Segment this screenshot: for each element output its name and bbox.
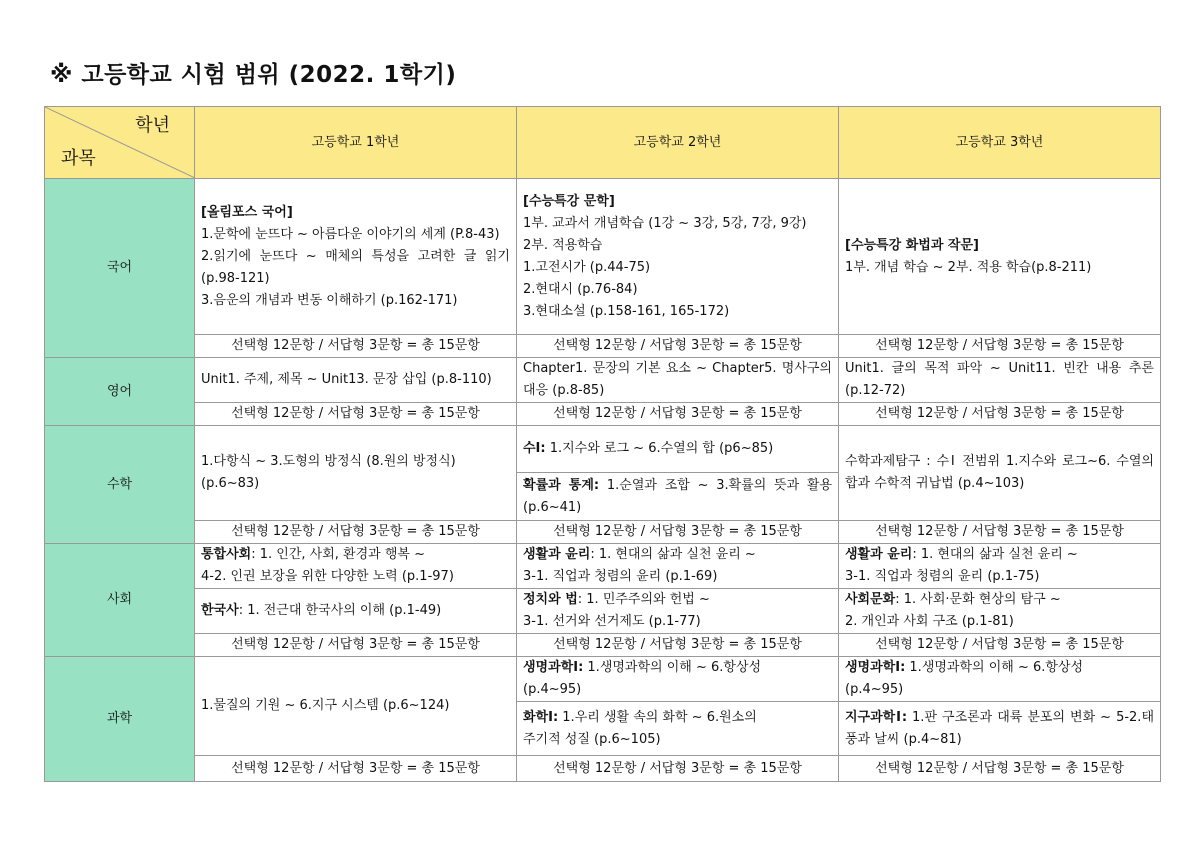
- social-summary-row: [45, 634, 1161, 657]
- korean-g2-summary: 선택형 12문항 / 서답형 3문항 = 총 15문항: [517, 335, 839, 358]
- grade2-header: 고등학교 2학년: [517, 107, 839, 179]
- grade-axis-label: 학년: [135, 115, 170, 136]
- social-content-row-a: [45, 544, 1161, 589]
- subject-axis-label: 과목: [61, 148, 96, 169]
- english-g3-summary: 선택형 12문항 / 서답형 3문항 = 총 15문항: [839, 403, 1161, 426]
- korean-grade1-cell: [195, 179, 517, 335]
- korean-g3-textbook: [수능특강 화법과 작문]: [845, 237, 979, 253]
- science-g1-summary: 선택형 12문항 / 서답형 3문항 = 총 15문항: [195, 756, 517, 782]
- social-g2-summary: 선택형 12문항 / 서답형 3문항 = 총 15문항: [517, 634, 839, 657]
- exam-range-table: [44, 106, 1161, 782]
- english-g2-summary: 선택형 12문항 / 서답형 3문항 = 총 15문항: [517, 403, 839, 426]
- math-g2-summary: 선택형 12문항 / 서답형 3문항 = 총 15문항: [517, 521, 839, 544]
- korean-g2-textbook: [수능특강 문학]: [523, 193, 615, 209]
- korean-g1-summary: 선택형 12문항 / 서답형 3문항 = 총 15문항: [195, 335, 517, 358]
- math-g1-summary: 선택형 12문항 / 서답형 3문항 = 총 15문항: [195, 521, 517, 544]
- corner-header: [45, 107, 195, 179]
- social-grade1-cell-b: 한국사: 1. 전근대 한국사의 이해 (p.1-49): [195, 589, 517, 634]
- math-grade3-cell: 수학과제탐구 : 수Ⅰ 전범위 1.지수와 로그~6. 수열의 합과 수학적 귀납법 (p.4~103): [839, 426, 1161, 521]
- science-summary-row: [45, 756, 1161, 782]
- social-grade3-cell-a: 생활과 윤리: 1. 현대의 삶과 실천 윤리 ~ 3-1. 직업과 청렴의 윤리 (p.1-75): [839, 544, 1161, 589]
- math-g3-summary: 선택형 12문항 / 서답형 3문항 = 총 15문항: [839, 521, 1161, 544]
- math-grade2-cell-b: 확률과 통계: 1.순열과 조합 ~ 3.확률의 뜻과 활용 (p.6~41): [517, 473, 839, 521]
- korean-g1-item2: 2.읽기에 눈뜨다 ~ 매체의 특성을 고려한 글 읽기 (p.98-121): [201, 248, 510, 286]
- math-summary-row: [45, 521, 1161, 544]
- korean-grade3-cell: [839, 179, 1161, 335]
- english-grade1-cell: Unit1. 주제, 제목 ~ Unit13. 문장 삽입 (p.8-110): [195, 358, 517, 403]
- grade3-header: 고등학교 3학년: [839, 107, 1161, 179]
- korean-g2-item5: 3.현대소설 (p.158-161, 165-172): [523, 303, 730, 319]
- math-grade1-cell: 1.다항식 ~ 3.도형의 방정식 (8.원의 방정식) (p.6~83): [195, 426, 517, 521]
- social-g1-summary: 선택형 12문항 / 서답형 3문항 = 총 15문항: [195, 634, 517, 657]
- korean-g2-item4: 2.현대시 (p.76-84): [523, 281, 638, 297]
- social-grade2-cell-a: 생활과 윤리: 1. 현대의 삶과 실천 윤리 ~ 3-1. 직업과 청렴의 윤리 (p.1-69): [517, 544, 839, 589]
- page-title: ※ 고등학교 시험 범위 (2022. 1학기): [50, 62, 457, 88]
- social-content-row-b: [45, 589, 1161, 634]
- korean-grade2-cell: [517, 179, 839, 335]
- subject-english: 영어: [45, 358, 195, 426]
- science-g3-summary: 선택형 12문항 / 서답형 3문항 = 총 15문항: [839, 756, 1161, 782]
- social-grade3-cell-b: 사회문화: 1. 사회·문화 현상의 탐구 ~ 2. 개인과 사회 구조 (p.1-81): [839, 589, 1161, 634]
- english-grade3-cell: Unit1. 글의 목적 파악 ~ Unit11. 빈칸 내용 추론 (p.12-72): [839, 358, 1161, 403]
- science-g2-summary: 선택형 12문항 / 서답형 3문항 = 총 15문항: [517, 756, 839, 782]
- subject-social: 사회: [45, 544, 195, 657]
- english-grade2-cell: Chapter1. 문장의 기본 요소 ~ Chapter5. 명사구의 대응 (p.8-85): [517, 358, 839, 403]
- social-grade1-cell-a: 통합사회: 1. 인간, 사회, 환경과 행복 ~ 4-2. 인권 보장을 위한 다양한 노력 (p.1-97): [195, 544, 517, 589]
- english-summary-row: [45, 403, 1161, 426]
- korean-content-row: [45, 179, 1161, 335]
- korean-g1-textbook: [올림포스 국어]: [201, 204, 293, 220]
- korean-summary-row: [45, 335, 1161, 358]
- science-grade3-cell-b: 지구과학Ⅰ: 1.판 구조론과 대륙 분포의 변화 ~ 5-2.태풍과 날씨 (p.4~81): [839, 702, 1161, 756]
- math-content-row-a: [45, 426, 1161, 473]
- subject-korean: 국어: [45, 179, 195, 358]
- korean-g1-item1: 1.문학에 눈뜨다 ~ 아름다운 이야기의 세계 (P.8-43): [201, 226, 500, 242]
- english-g1-summary: 선택형 12문항 / 서답형 3문항 = 총 15문항: [195, 403, 517, 426]
- korean-g3-summary: 선택형 12문항 / 서답형 3문항 = 총 15문항: [839, 335, 1161, 358]
- subject-math: 수학: [45, 426, 195, 544]
- science-grade2-cell-b: 화학Ⅰ: 1.우리 생활 속의 화학 ~ 6.원소의 주기적 성질 (p.6~105): [517, 702, 839, 756]
- science-grade3-cell-a: 생명과학Ⅰ: 1.생명과학의 이해 ~ 6.항상성 (p.4~95): [839, 657, 1161, 702]
- math-grade2-cell-a: 수Ⅰ: 1.지수와 로그 ~ 6.수열의 합 (p6~85): [517, 426, 839, 473]
- subject-science: 과학: [45, 657, 195, 782]
- social-g3-summary: 선택형 12문항 / 서답형 3문항 = 총 15문항: [839, 634, 1161, 657]
- social-grade2-cell-b: 정치와 법: 1. 민주주의와 헌법 ~ 3-1. 선거와 선거제도 (p.1-77): [517, 589, 839, 634]
- header-row: [45, 107, 1161, 179]
- science-content-row-a: [45, 657, 1161, 702]
- korean-g2-item3: 1.고전시가 (p.44-75): [523, 259, 651, 275]
- korean-g2-item2: 2부. 적용학습: [523, 237, 603, 253]
- korean-g3-item1: 1부. 개념 학습 ~ 2부. 적용 학습(p.8-211): [845, 259, 1092, 275]
- korean-g2-item1: 1부. 교과서 개념학습 (1강 ~ 3강, 5강, 7강, 9강): [523, 215, 807, 231]
- grade1-header: 고등학교 1학년: [195, 107, 517, 179]
- science-grade2-cell-a: 생명과학Ⅰ: 1.생명과학의 이해 ~ 6.항상성 (p.4~95): [517, 657, 839, 702]
- science-grade1-cell: 1.물질의 기원 ~ 6.지구 시스템 (p.6~124): [195, 657, 517, 756]
- english-content-row: [45, 358, 1161, 403]
- korean-g1-item3: 3.음운의 개념과 변동 이해하기 (p.162-171): [201, 292, 458, 308]
